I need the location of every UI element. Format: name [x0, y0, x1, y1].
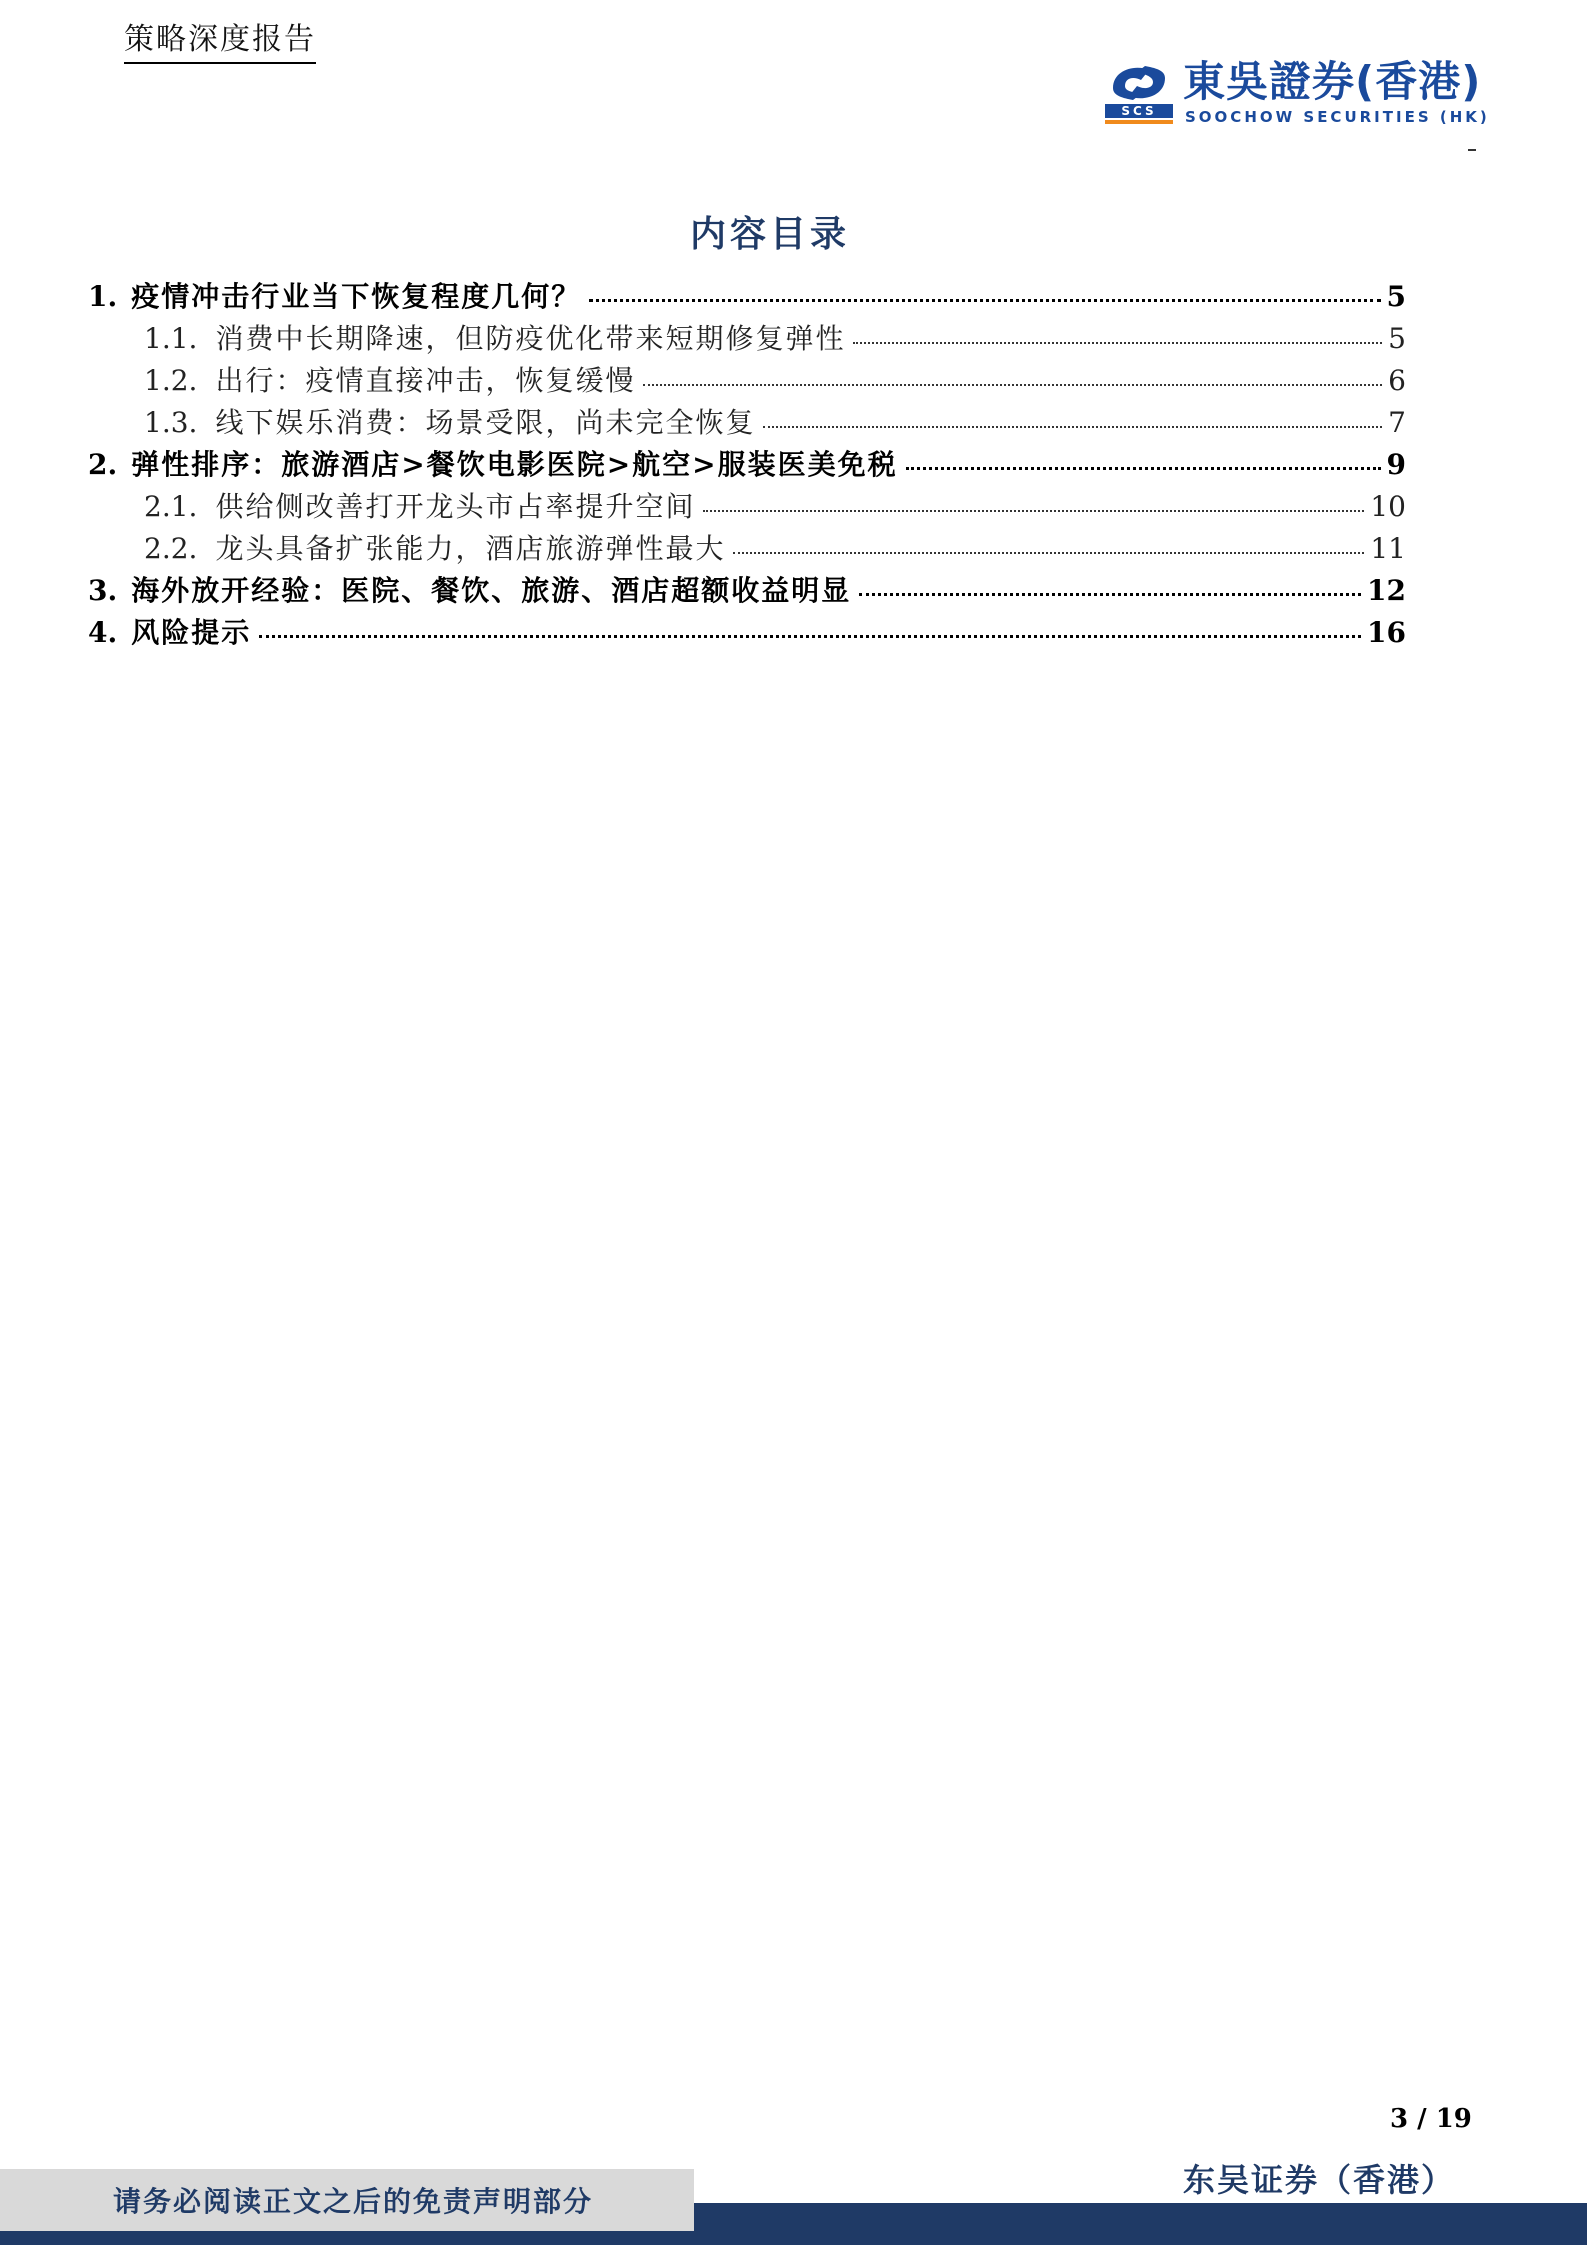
toc-leader-dots: [589, 299, 1380, 302]
toc-entry[interactable]: [88, 485, 1406, 527]
toc-entry-number: 1.: [88, 280, 118, 313]
toc-entry-number: 1.2.: [144, 364, 198, 397]
toc-entry-page: 5: [1386, 280, 1406, 313]
toc-entry[interactable]: [88, 443, 1406, 485]
toc-entry-page: 9: [1386, 448, 1406, 481]
toc-entry[interactable]: [88, 317, 1406, 359]
toc-leader-dots: [703, 510, 1364, 512]
toc-entry-number: 2.2.: [144, 532, 198, 565]
toc-entry-page: 5: [1388, 322, 1406, 355]
toc-entry-text: 消费中长期降速，但防疫优化带来短期修复弹性: [215, 322, 846, 355]
toc-leader-dots: [853, 342, 1382, 344]
company-logo: [1105, 58, 1505, 130]
toc-entry[interactable]: [88, 527, 1406, 569]
logo-company-subtitle: SOOCHOW SECURITIES (HK): [1185, 108, 1490, 126]
toc-entry-page: 12: [1367, 574, 1406, 607]
report-type-label: 策略深度报告: [124, 22, 316, 64]
toc-leader-dots: [733, 552, 1364, 554]
toc-entry-page: 11: [1370, 532, 1406, 565]
toc-entry-text: 海外放开经验：医院、餐饮、旅游、酒店超额收益明显: [131, 574, 852, 607]
toc-entry-text: 疫情冲击行业当下恢复程度几何？: [131, 280, 582, 313]
toc-entry-text: 出行：疫情直接冲击，恢复缓慢: [215, 364, 636, 397]
toc-entry[interactable]: [88, 275, 1406, 317]
toc-entry-number: 1.1.: [144, 322, 198, 355]
toc-leader-dots: [259, 635, 1361, 638]
table-of-contents: [88, 275, 1406, 653]
toc-entry-page: 6: [1388, 364, 1406, 397]
toc-title: 内容目录: [689, 213, 850, 255]
scs-logo-icon: [1105, 60, 1173, 128]
toc-entry-number: 1.3.: [144, 406, 198, 439]
toc-entry-text: 供给侧改善打开龙头市占率提升空间: [215, 490, 696, 523]
toc-entry-text: 线下娱乐消费：场景受限，尚未完全恢复: [215, 406, 756, 439]
logo-mark-text: SCS: [1121, 104, 1157, 118]
toc-leader-dots: [643, 384, 1382, 386]
toc-entry-text: 风险提示: [131, 616, 252, 649]
toc-leader-dots: [906, 467, 1381, 470]
toc-entry[interactable]: [88, 401, 1406, 443]
footer-company-name: 东吴证券（香港）: [1183, 2161, 1456, 2199]
toc-entry[interactable]: [88, 611, 1406, 653]
toc-entry-text: 弹性排序：旅游酒店>餐饮电影医院>航空>服装医美免税: [131, 448, 898, 481]
toc-entry[interactable]: [88, 569, 1406, 611]
toc-entry-text: 龙头具备扩张能力，酒店旅游弹性最大: [215, 532, 726, 565]
toc-entry[interactable]: [88, 359, 1406, 401]
logo-company-name: 東吳證券(香港): [1183, 57, 1482, 106]
toc-entry-number: 3.: [88, 574, 118, 607]
page-number: 3 / 19: [1390, 2104, 1472, 2134]
toc-leader-dots: [859, 593, 1361, 596]
toc-entry-number: 2.: [88, 448, 118, 481]
toc-entry-page: 7: [1388, 406, 1406, 439]
disclaimer-text: 请务必阅读正文之后的免责声明部分: [113, 2185, 594, 2218]
disclaimer-box: [0, 2169, 694, 2231]
toc-entry-page: 10: [1370, 490, 1406, 523]
toc-entry-page: 16: [1367, 616, 1406, 649]
toc-entry-number: 2.1.: [144, 490, 198, 523]
toc-entry-number: 4.: [88, 616, 118, 649]
header-dash: [1468, 149, 1476, 151]
toc-leader-dots: [763, 426, 1382, 428]
